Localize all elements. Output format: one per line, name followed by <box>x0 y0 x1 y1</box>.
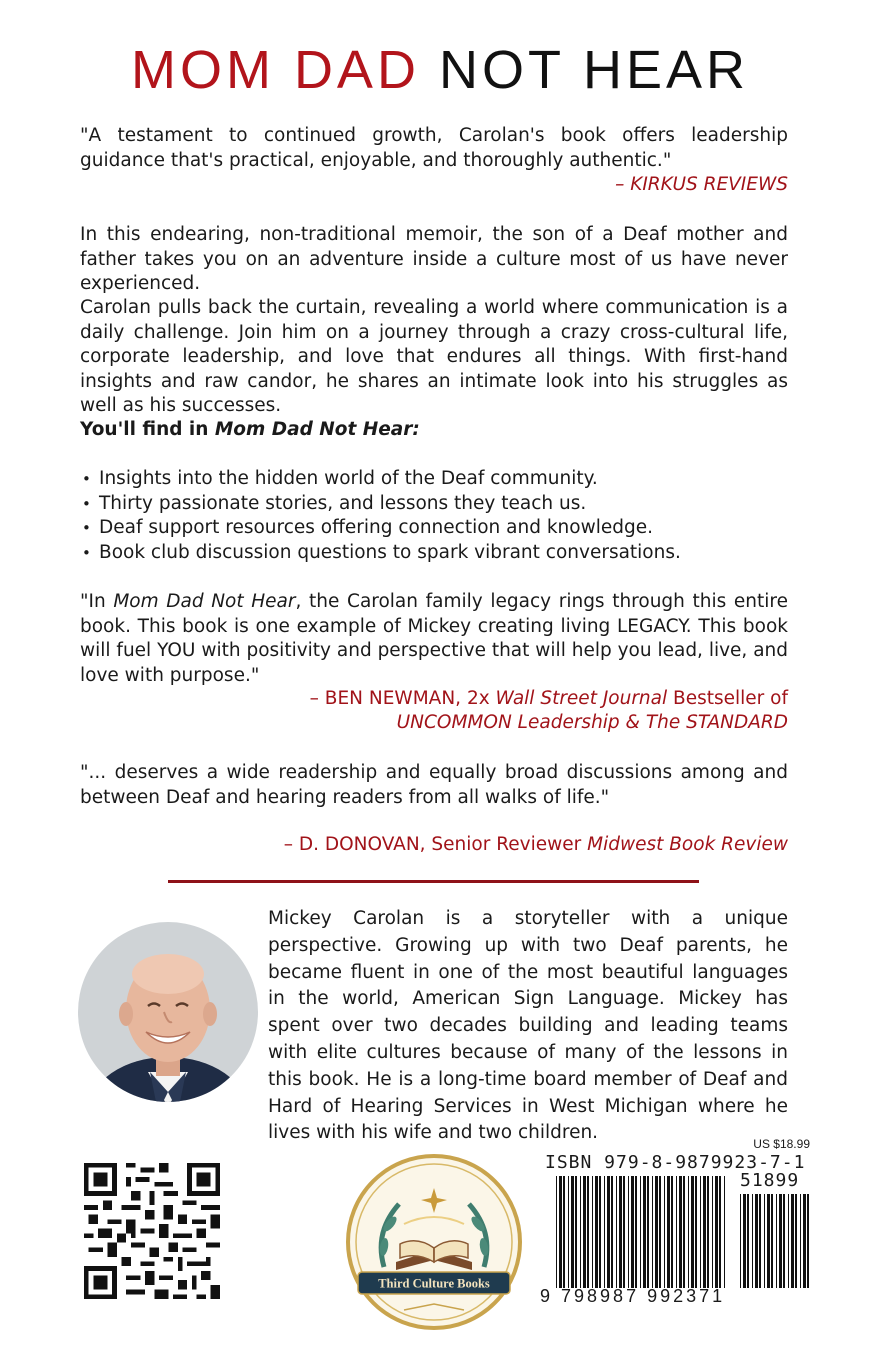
barcode-bar <box>571 1176 574 1288</box>
intro-paragraph: In this endearing, non-traditional memoir, the son of a Deaf mother and father takes you on an adventure inside a culture most of us have never experienced. <box>80 224 788 294</box>
barcode-bar <box>719 1176 721 1288</box>
review2-rest: , the Carolan family legacy rings through this entire book. This book is one example of Mickey creating living LEGACY. This book will fuel YOU with positivity and perspective that will help you lead, live, and love with purpose." <box>80 591 788 686</box>
barcode-bar <box>703 1176 706 1288</box>
barcode-bar <box>659 1176 661 1288</box>
barcode-bar <box>667 1176 670 1288</box>
barcode-bar <box>676 1176 677 1288</box>
barcode-bar <box>783 1194 785 1288</box>
bullet-item: • Deaf support resources offering connection and knowledge. <box>80 516 788 541</box>
review2-open: "In <box>80 591 114 612</box>
barcode-bar <box>743 1194 746 1288</box>
barcode-bar <box>747 1194 749 1288</box>
barcode-bar <box>652 1176 653 1288</box>
review-attribution-donovan <box>284 833 788 858</box>
author-photo <box>78 922 258 1102</box>
barcode-bar <box>776 1194 777 1288</box>
barcode-bar <box>655 1176 658 1288</box>
book-title <box>0 40 880 100</box>
bullet-item: • Book club discussion questions to spark vibrant conversations. <box>80 541 788 566</box>
youll-find-book-title: Mom Dad Not Hear: <box>214 419 420 440</box>
addon-digits: 51899 <box>740 1170 800 1191</box>
review2-book-title: Mom Dad Not Hear <box>113 591 296 612</box>
barcode-bar <box>791 1194 794 1288</box>
barcode-bar <box>568 1176 569 1288</box>
barcode-bar <box>623 1176 625 1288</box>
review-attribution-kirkus: – KIRKUS REVIEWS <box>615 174 788 195</box>
youll-find-prefix: You'll find in <box>80 419 215 440</box>
barcode-bar <box>631 1176 634 1288</box>
review-attribution-newman <box>310 687 788 712</box>
isbn-text: ISBN 979-8-9879923-7-1 <box>545 1152 806 1173</box>
barcode-bar <box>640 1176 641 1288</box>
barcode-bar <box>595 1176 598 1288</box>
newman-attr-publication: Wall Street Journal <box>495 688 668 709</box>
bullet-item: • Insights into the hidden world of the Deaf community. <box>80 467 788 492</box>
barcode-bar <box>583 1176 586 1288</box>
barcode-number: 9 798987 992371 <box>540 1286 726 1306</box>
donovan-attr-prefix: – D. DONOVAN, Senior Reviewer <box>283 834 588 855</box>
barcode-bar <box>671 1176 673 1288</box>
feature-bullet-list <box>80 467 788 565</box>
youll-find-heading <box>80 418 788 443</box>
barcode-bar <box>559 1176 562 1288</box>
description-paragraph: Carolan pulls back the curtain, revealing a world where communication is a daily challenge. Join him on a journey through a crazy cross-cultural life, corporate leadership, and love that endures all things. With first-hand insights and raw candor, he shares an intimate look into his struggles as well as his successes. <box>80 297 788 416</box>
barcode-bar <box>700 1176 701 1288</box>
newman-attr-books: UNCOMMON Leadership & The STANDARD <box>396 712 788 733</box>
title-red-part: MOM DAD <box>130 40 420 100</box>
newman-attr-mid: Bestseller of <box>667 688 788 709</box>
barcode-bar <box>752 1194 753 1288</box>
barcode-bar <box>563 1176 565 1288</box>
barcode-bar <box>664 1176 665 1288</box>
newman-attr-prefix: – BEN NEWMAN, 2x <box>309 688 496 709</box>
title-black-part: NOT HEAR <box>438 40 750 100</box>
bullet-item: • Thirty passionate stories, and lessons they teach us. <box>80 492 788 517</box>
barcode-bar <box>592 1176 593 1288</box>
barcode-bar <box>635 1176 637 1288</box>
barcode-bar <box>619 1176 622 1288</box>
donovan-attr-publication: Midwest Book Review <box>587 834 788 855</box>
barcode-bar <box>688 1176 689 1288</box>
barcode-bar <box>788 1194 789 1288</box>
barcode-bar <box>807 1194 809 1288</box>
barcode-bar <box>764 1194 765 1288</box>
publisher-logo <box>344 1152 524 1332</box>
barcode-bar <box>643 1176 646 1288</box>
author-bio: Mickey Carolan is a storyteller with a unique perspective. Growing up with two Deaf parents, he became fluent in one of the most beautiful languages in the world, American Sign Language. Mickey has spent over two decades building and leading teams with elite cultures because of many of the lessons in this book. He is a long-time board member of Deaf and Hard of Hearing Services in West Michigan where he lives with his wife and two children. <box>268 908 788 1144</box>
barcode-bar <box>599 1176 601 1288</box>
barcode-bar <box>707 1176 709 1288</box>
qr-code <box>84 1163 220 1299</box>
barcode-bar <box>803 1194 806 1288</box>
barcode-bar <box>587 1176 589 1288</box>
barcode-bar <box>795 1194 797 1288</box>
barcode-bar <box>691 1176 694 1288</box>
barcode-bar <box>628 1176 629 1288</box>
barcode-bar <box>604 1176 605 1288</box>
barcode-bar <box>616 1176 617 1288</box>
barcode-bar <box>607 1176 610 1288</box>
barcode-bar <box>575 1176 577 1288</box>
publisher-name: Third Culture Books <box>378 1276 490 1291</box>
price-label: US $18.99 <box>753 1137 810 1151</box>
barcode-bar <box>580 1176 581 1288</box>
barcode-bar <box>611 1176 613 1288</box>
barcode-bar <box>695 1176 697 1288</box>
barcode-bar <box>715 1176 718 1288</box>
barcode-bar <box>724 1176 725 1288</box>
barcode-bar <box>679 1176 682 1288</box>
barcode-bar <box>767 1194 770 1288</box>
barcode-bar <box>712 1176 713 1288</box>
barcode-bar <box>779 1194 782 1288</box>
barcode-bar <box>755 1194 758 1288</box>
review-quote-donovan: "... deserves a wide readership and equally broad discussions among and between Deaf and hearing readers from all walks of life." <box>80 762 788 808</box>
barcode-bar <box>771 1194 773 1288</box>
section-divider <box>168 880 699 883</box>
review-quote-newman <box>80 590 788 688</box>
barcode-bar <box>647 1176 649 1288</box>
barcode-bar <box>740 1194 741 1288</box>
barcode-bar <box>800 1194 801 1288</box>
barcode-bar <box>759 1194 761 1288</box>
barcode-bar <box>683 1176 685 1288</box>
review-quote-kirkus: "A testament to continued growth, Carolan's book offers leadership guidance that's practical, enjoyable, and thoroughly authentic." <box>80 125 788 171</box>
barcode-bar <box>556 1176 557 1288</box>
